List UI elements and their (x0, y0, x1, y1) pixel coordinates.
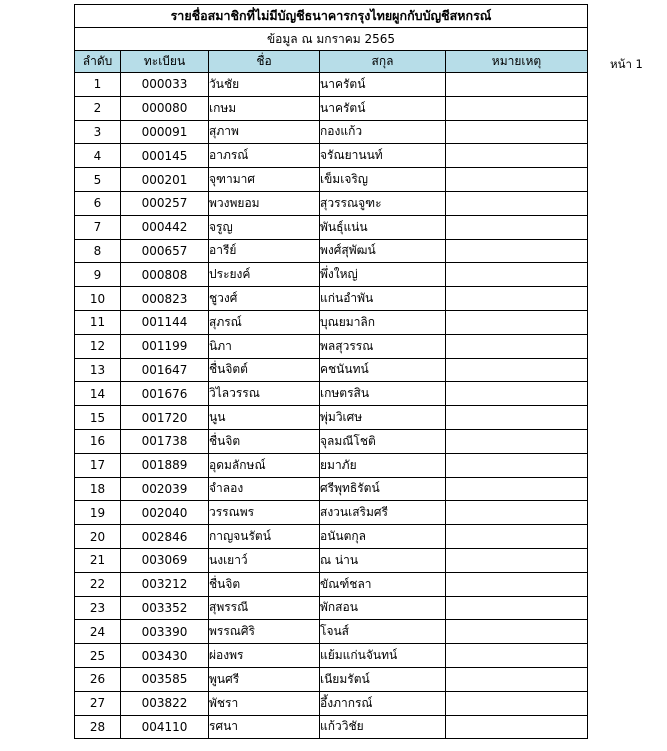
table-row (75, 501, 588, 525)
cell-first-name: จุฑามาศ (209, 168, 320, 192)
cell-last-name: แก้ววิชัย (320, 715, 446, 739)
cell-note (446, 644, 588, 668)
cell-last-name: อนันตกุล (320, 525, 446, 549)
cell-note (446, 215, 588, 239)
header-no: ลำดับ (75, 51, 121, 73)
cell-last-name: แย้มแก่นจันทน์ (320, 644, 446, 668)
cell-first-name: จรูญ (209, 215, 320, 239)
cell-no: 13 (75, 358, 121, 382)
cell-last-name: เกษตรสิน (320, 382, 446, 406)
table-row (75, 144, 588, 168)
cell-no: 19 (75, 501, 121, 525)
cell-first-name: อุดมลักษณ์ (209, 453, 320, 477)
cell-id: 000257 (121, 191, 209, 215)
cell-id: 003822 (121, 691, 209, 715)
header-note: หมายเหตุ (446, 51, 588, 73)
cell-last-name: นาครัตน์ (320, 96, 446, 120)
cell-no: 17 (75, 453, 121, 477)
cell-first-name: นงเยาว์ (209, 548, 320, 572)
table-row (75, 644, 588, 668)
cell-last-name: กองแก้ว (320, 120, 446, 144)
cell-no: 20 (75, 525, 121, 549)
cell-first-name: กาญจนรัตน์ (209, 525, 320, 549)
member-list-table (74, 4, 588, 739)
cell-no: 5 (75, 168, 121, 192)
table-row (75, 429, 588, 453)
table-row (75, 191, 588, 215)
cell-last-name: จรัณยานนท์ (320, 144, 446, 168)
table-row (75, 382, 588, 406)
cell-note (446, 263, 588, 287)
cell-id: 001199 (121, 334, 209, 358)
cell-id: 000145 (121, 144, 209, 168)
table-row (75, 620, 588, 644)
subtitle-row (75, 28, 588, 51)
cell-last-name: อึ้งภากรณ์ (320, 691, 446, 715)
page-number: หน้า 1 (610, 57, 643, 71)
cell-no: 21 (75, 548, 121, 572)
cell-id: 002039 (121, 477, 209, 501)
cell-no: 11 (75, 310, 121, 334)
table-row (75, 96, 588, 120)
cell-id: 000033 (121, 73, 209, 97)
cell-no: 24 (75, 620, 121, 644)
cell-no: 1 (75, 73, 121, 97)
table-row (75, 334, 588, 358)
cell-first-name: จำลอง (209, 477, 320, 501)
cell-first-name: สุพรรณี (209, 596, 320, 620)
cell-id: 001676 (121, 382, 209, 406)
cell-last-name: ขัณฑ์ชลา (320, 572, 446, 596)
document-title: รายชื่อสมาชิกที่ไม่มีบัญชีธนาคารกรุงไทยผูกกับบัญชีสหกรณ์ (75, 5, 588, 28)
cell-last-name: บุณยมาลิก (320, 310, 446, 334)
cell-first-name: อาภรณ์ (209, 144, 320, 168)
table-row (75, 715, 588, 739)
cell-first-name: ชื่นจิต (209, 429, 320, 453)
cell-no: 2 (75, 96, 121, 120)
cell-no: 27 (75, 691, 121, 715)
cell-id: 001889 (121, 453, 209, 477)
table-row (75, 215, 588, 239)
table-row (75, 548, 588, 572)
header-id: ทะเบียน (121, 51, 209, 73)
cell-note (446, 382, 588, 406)
table-row (75, 263, 588, 287)
cell-no: 8 (75, 239, 121, 263)
table-row (75, 453, 588, 477)
cell-no: 16 (75, 429, 121, 453)
cell-id: 000823 (121, 287, 209, 311)
cell-first-name: พูนศรี (209, 667, 320, 691)
header-row (75, 51, 588, 73)
cell-first-name: พรรณศิริ (209, 620, 320, 644)
cell-no: 14 (75, 382, 121, 406)
cell-first-name: ชูวงศ์ (209, 287, 320, 311)
cell-first-name: สุภาพ (209, 120, 320, 144)
cell-note (446, 572, 588, 596)
cell-note (446, 596, 588, 620)
cell-note (446, 715, 588, 739)
cell-id: 003352 (121, 596, 209, 620)
cell-last-name: พักสอน (320, 596, 446, 620)
cell-id: 003390 (121, 620, 209, 644)
cell-last-name: พงศ์สุพัฒน์ (320, 239, 446, 263)
cell-no: 6 (75, 191, 121, 215)
cell-note (446, 477, 588, 501)
cell-first-name: วันชัย (209, 73, 320, 97)
table-row (75, 287, 588, 311)
cell-last-name: พันธุ์แน่น (320, 215, 446, 239)
cell-last-name: ยมาภัย (320, 453, 446, 477)
table-row (75, 667, 588, 691)
cell-no: 9 (75, 263, 121, 287)
cell-note (446, 191, 588, 215)
cell-note (446, 406, 588, 430)
cell-id: 002846 (121, 525, 209, 549)
cell-id: 002040 (121, 501, 209, 525)
table-row (75, 477, 588, 501)
cell-id: 004110 (121, 715, 209, 739)
cell-id: 000657 (121, 239, 209, 263)
cell-no: 25 (75, 644, 121, 668)
header-first-name: ชื่อ (209, 51, 320, 73)
cell-no: 12 (75, 334, 121, 358)
table-row (75, 120, 588, 144)
cell-no: 26 (75, 667, 121, 691)
cell-first-name: วิไลวรรณ (209, 382, 320, 406)
cell-first-name: วรรณพร (209, 501, 320, 525)
cell-first-name: นิภา (209, 334, 320, 358)
cell-first-name: นูน (209, 406, 320, 430)
title-row (75, 5, 588, 28)
cell-note (446, 96, 588, 120)
cell-note (446, 525, 588, 549)
cell-note (446, 287, 588, 311)
cell-last-name: สุวรรณจูฑะ (320, 191, 446, 215)
cell-last-name: ศรีพุทธิรัตน์ (320, 477, 446, 501)
cell-id: 003430 (121, 644, 209, 668)
cell-first-name: อารีย์ (209, 239, 320, 263)
cell-first-name: ผ่องพร (209, 644, 320, 668)
cell-id: 001720 (121, 406, 209, 430)
table-row (75, 310, 588, 334)
cell-last-name: แก่นอำพัน (320, 287, 446, 311)
cell-last-name: พึ่งใหญ่ (320, 263, 446, 287)
cell-no: 18 (75, 477, 121, 501)
cell-id: 000201 (121, 168, 209, 192)
cell-note (446, 239, 588, 263)
cell-no: 7 (75, 215, 121, 239)
cell-note (446, 168, 588, 192)
cell-id: 000808 (121, 263, 209, 287)
cell-first-name: เกษม (209, 96, 320, 120)
cell-last-name: นาครัตน์ (320, 73, 446, 97)
cell-first-name: ประยงค์ (209, 263, 320, 287)
cell-first-name: ชื่นจิตต์ (209, 358, 320, 382)
cell-no: 10 (75, 287, 121, 311)
cell-last-name: เข็มเจริญ (320, 168, 446, 192)
table-row (75, 168, 588, 192)
cell-first-name: ชื่นจิต (209, 572, 320, 596)
cell-note (446, 120, 588, 144)
cell-first-name: สุภรณ์ (209, 310, 320, 334)
table-row (75, 73, 588, 97)
cell-note (446, 144, 588, 168)
cell-note (446, 620, 588, 644)
cell-id: 000091 (121, 120, 209, 144)
cell-last-name: เนียมรัตน์ (320, 667, 446, 691)
cell-last-name: โจนส์ (320, 620, 446, 644)
cell-no: 15 (75, 406, 121, 430)
cell-no: 3 (75, 120, 121, 144)
cell-note (446, 453, 588, 477)
cell-first-name: พัชรา (209, 691, 320, 715)
cell-note (446, 310, 588, 334)
table-row (75, 239, 588, 263)
cell-id: 003212 (121, 572, 209, 596)
cell-note (446, 501, 588, 525)
cell-last-name: คชนันทน์ (320, 358, 446, 382)
cell-note (446, 429, 588, 453)
cell-last-name: สงวนเสริมศรี (320, 501, 446, 525)
document-subtitle: ข้อมูล ณ มกราคม 2565 (75, 28, 588, 51)
cell-no: 22 (75, 572, 121, 596)
cell-id: 003069 (121, 548, 209, 572)
cell-last-name: พุ่มวิเศษ (320, 406, 446, 430)
cell-no: 23 (75, 596, 121, 620)
table-row (75, 596, 588, 620)
table-row (75, 572, 588, 596)
table-row (75, 525, 588, 549)
cell-note (446, 73, 588, 97)
cell-id: 003585 (121, 667, 209, 691)
cell-note (446, 358, 588, 382)
cell-note (446, 548, 588, 572)
cell-note (446, 691, 588, 715)
cell-note (446, 667, 588, 691)
cell-no: 4 (75, 144, 121, 168)
table-row (75, 406, 588, 430)
cell-first-name: พวงพยอม (209, 191, 320, 215)
cell-last-name: จุลมณีโชติ (320, 429, 446, 453)
header-last-name: สกุล (320, 51, 446, 73)
cell-id: 000442 (121, 215, 209, 239)
cell-id: 001647 (121, 358, 209, 382)
table-row (75, 691, 588, 715)
cell-first-name: รศนา (209, 715, 320, 739)
table-row (75, 358, 588, 382)
cell-no: 28 (75, 715, 121, 739)
cell-id: 001144 (121, 310, 209, 334)
cell-last-name: พลสุวรรณ (320, 334, 446, 358)
cell-last-name: ณ น่าน (320, 548, 446, 572)
cell-id: 001738 (121, 429, 209, 453)
cell-id: 000080 (121, 96, 209, 120)
cell-note (446, 334, 588, 358)
